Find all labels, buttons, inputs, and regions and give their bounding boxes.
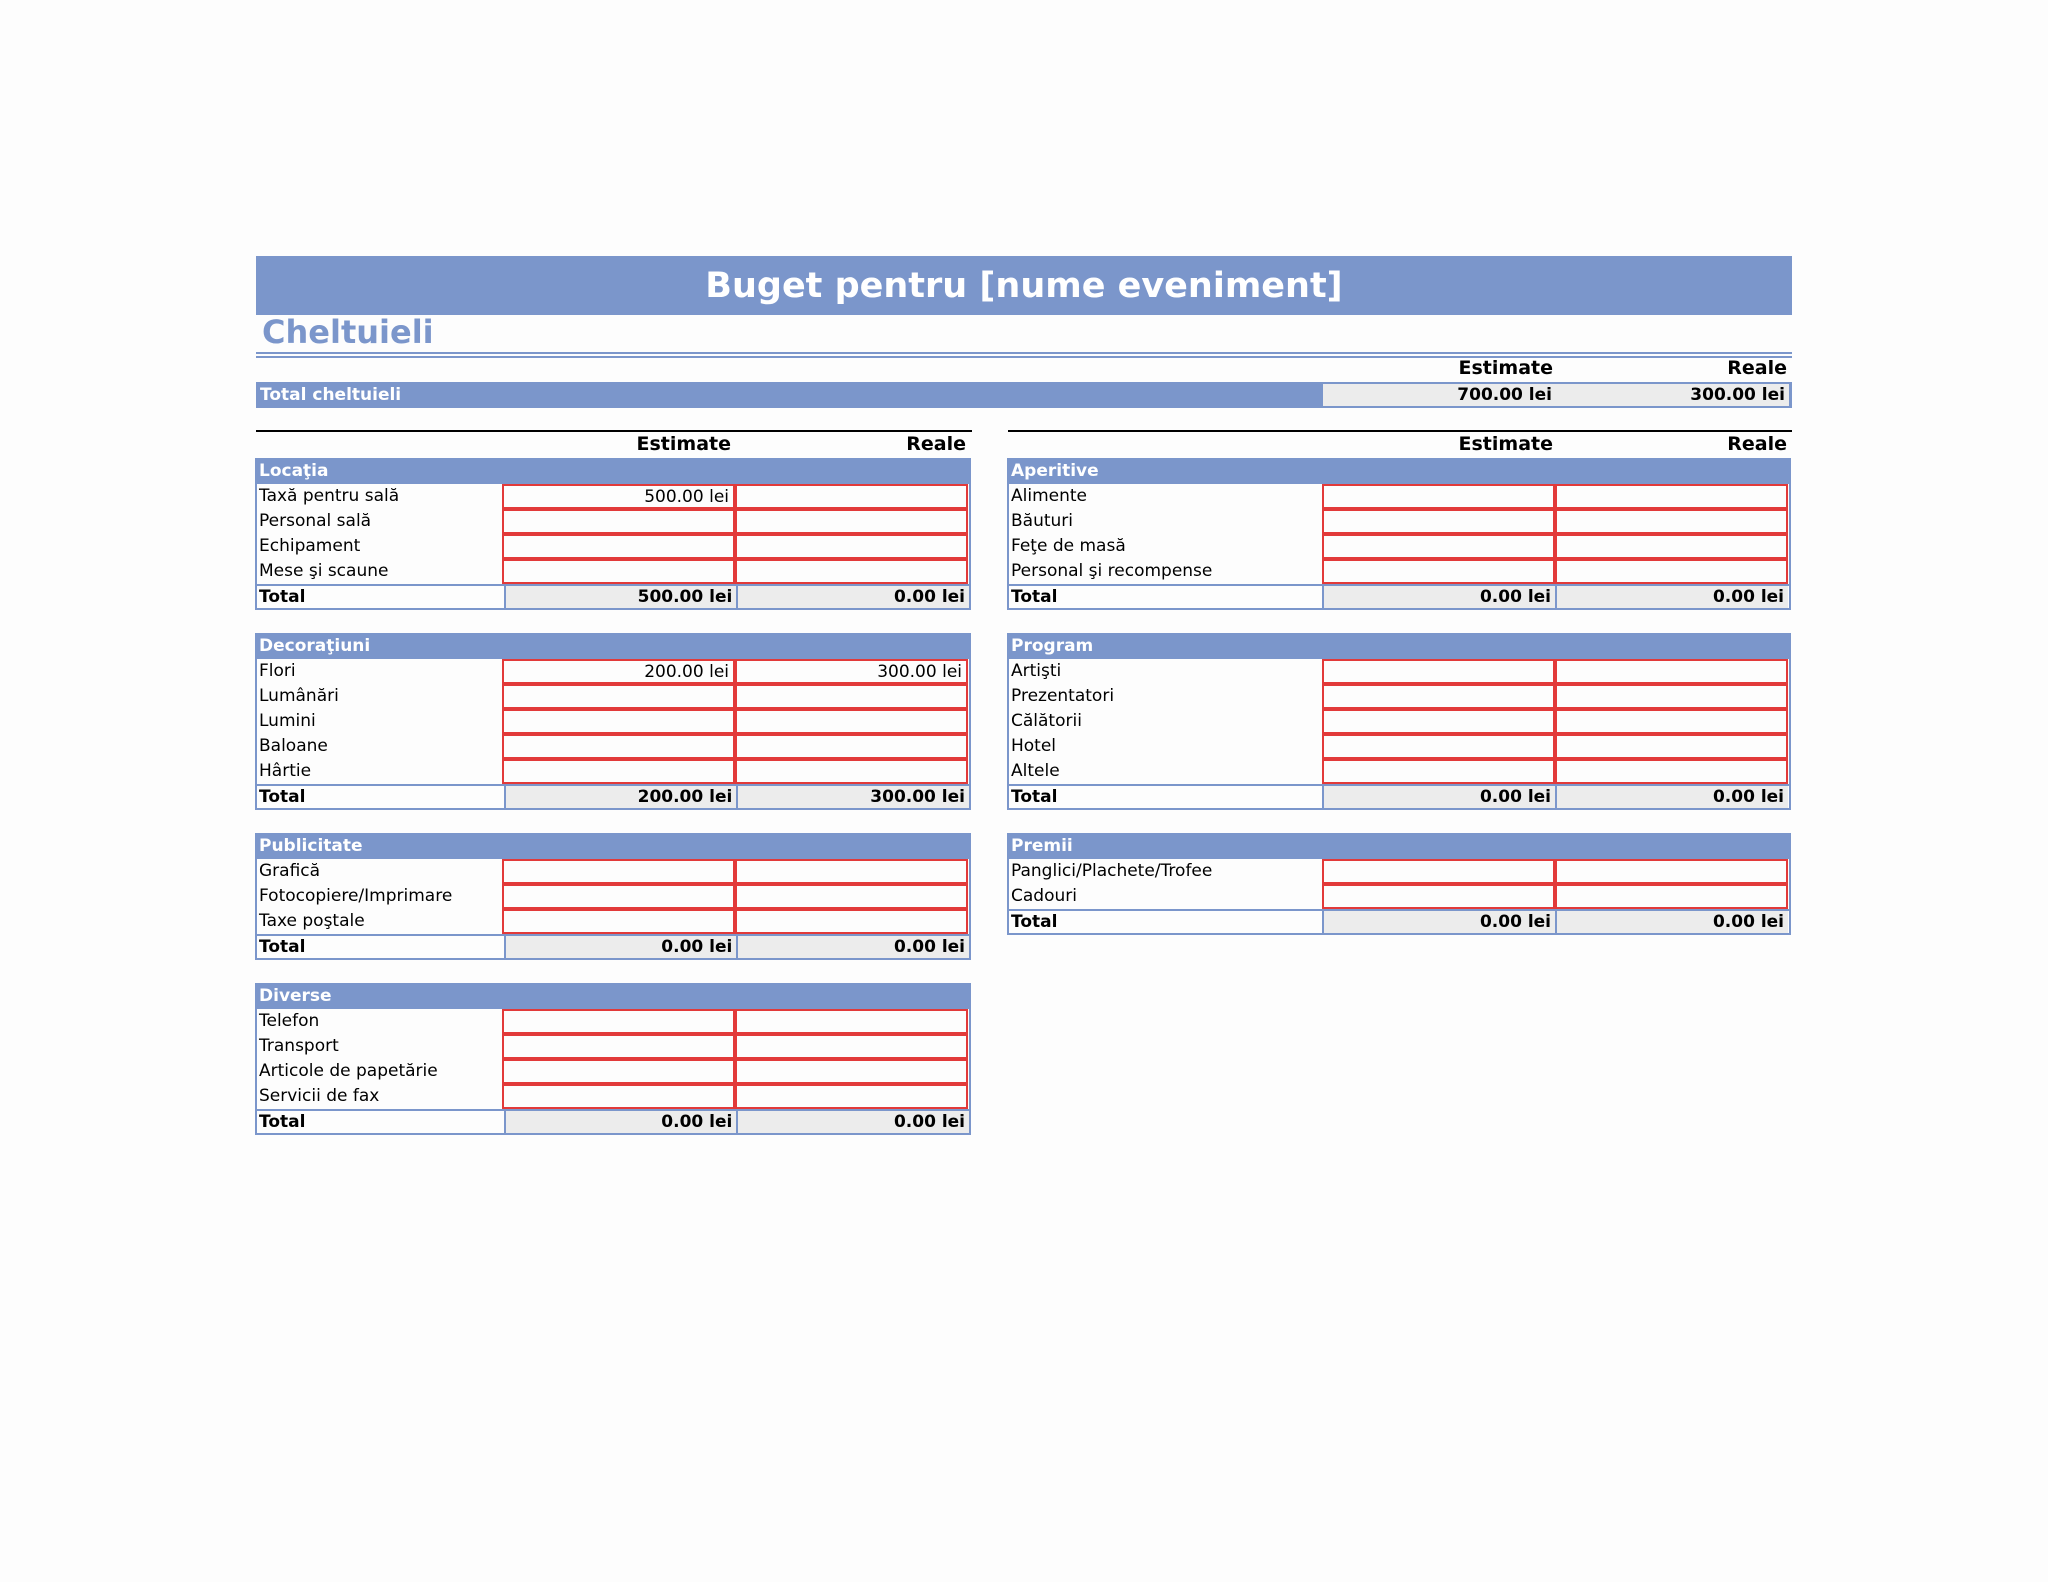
row-label: Grafică: [259, 861, 321, 881]
table-row: [255, 559, 971, 584]
table-row: [1007, 734, 1791, 759]
row-label: Panglici/Plachete/Trofee: [1011, 861, 1213, 881]
estimate-cell[interactable]: [1322, 859, 1555, 884]
section-title: Publicitate: [255, 833, 971, 859]
table-row: [255, 759, 971, 784]
estimate-cell[interactable]: [502, 1084, 735, 1109]
table-row: [255, 884, 971, 909]
row-label: Echipament: [259, 536, 361, 556]
actual-cell[interactable]: [735, 859, 968, 884]
estimate-cell[interactable]: [502, 559, 735, 584]
total-expenses-actual[interactable]: 300.00 lei: [1556, 384, 1789, 406]
actual-cell[interactable]: [735, 684, 968, 709]
total-actual[interactable]: 0.00 lei: [1555, 786, 1788, 808]
total-expenses-label: Total cheltuieli: [260, 385, 402, 405]
row-label: Servicii de fax: [259, 1086, 380, 1106]
table-row: [255, 734, 971, 759]
table-row: [255, 859, 971, 884]
total-estimate[interactable]: 0.00 lei: [504, 936, 737, 958]
actual-cell[interactable]: [1555, 684, 1788, 709]
actual-cell[interactable]: [1555, 534, 1788, 559]
table-row: [1007, 559, 1791, 584]
row-label: Personal sală: [259, 511, 372, 531]
table-row: [255, 1084, 971, 1109]
table-row: [1007, 709, 1791, 734]
total-actual[interactable]: 0.00 lei: [736, 936, 969, 958]
actual-cell[interactable]: [735, 759, 968, 784]
row-label: Fotocopiere/Imprimare: [259, 886, 453, 906]
total-label: Total: [1011, 587, 1058, 607]
total-label: Total: [259, 787, 306, 807]
row-label: Flori: [259, 661, 296, 681]
table-row: [1007, 684, 1791, 709]
actual-cell[interactable]: [1555, 559, 1788, 584]
row-label: Baloane: [259, 736, 328, 756]
page-title: Buget pentru [nume eveniment]: [256, 256, 1792, 315]
section-title: Diverse: [255, 983, 971, 1009]
section-decoratiuni: [255, 633, 971, 810]
row-label: Feţe de masă: [1011, 536, 1126, 556]
table-row: [255, 509, 971, 534]
section-diverse: [255, 983, 971, 1135]
total-estimate[interactable]: 0.00 lei: [1322, 586, 1555, 608]
actual-cell[interactable]: [1555, 659, 1788, 684]
estimate-cell[interactable]: [502, 1059, 735, 1084]
left-header-actual: Reale: [906, 433, 966, 455]
actual-cell[interactable]: [735, 484, 968, 509]
row-label: Taxe poştale: [259, 911, 365, 931]
estimate-cell[interactable]: 200.00 lei: [502, 659, 735, 684]
estimate-cell[interactable]: 500.00 lei: [502, 484, 735, 509]
actual-cell[interactable]: [735, 884, 968, 909]
row-label: Artişti: [1011, 661, 1062, 681]
estimate-cell[interactable]: [1322, 884, 1555, 909]
total-label: Total: [259, 1112, 306, 1132]
actual-cell[interactable]: [735, 709, 968, 734]
actual-cell[interactable]: [735, 734, 968, 759]
row-label: Lumini: [259, 711, 316, 731]
row-label: Mese şi scaune: [259, 561, 389, 581]
estimate-cell[interactable]: [502, 684, 735, 709]
total-label: Total: [1011, 912, 1058, 932]
section-premii: [1007, 833, 1791, 935]
estimate-cell[interactable]: [1322, 659, 1555, 684]
total-actual[interactable]: 0.00 lei: [1555, 911, 1788, 933]
section-title: Premii: [1007, 833, 1791, 859]
table-row: [255, 1059, 971, 1084]
actual-cell[interactable]: 300.00 lei: [735, 659, 968, 684]
estimate-cell[interactable]: [502, 734, 735, 759]
total-label: Total: [259, 587, 306, 607]
actual-cell[interactable]: [1555, 484, 1788, 509]
total-row: [1007, 784, 1791, 810]
total-estimate[interactable]: 0.00 lei: [504, 1111, 737, 1133]
actual-cell[interactable]: [735, 1034, 968, 1059]
total-actual[interactable]: 0.00 lei: [736, 1111, 969, 1133]
total-label: Total: [259, 937, 306, 957]
total-actual[interactable]: 300.00 lei: [736, 786, 969, 808]
section-heading-cheltuieli: Cheltuieli: [262, 313, 434, 351]
actual-cell[interactable]: [735, 509, 968, 534]
left-header-estimate: Estimate: [636, 433, 731, 455]
summary-header-actual: Reale: [1727, 357, 1787, 379]
estimate-cell[interactable]: [502, 509, 735, 534]
actual-cell[interactable]: [1555, 759, 1788, 784]
estimate-cell[interactable]: [1322, 709, 1555, 734]
row-label: Lumânări: [259, 686, 339, 706]
estimate-cell[interactable]: [1322, 484, 1555, 509]
total-expenses-estimate[interactable]: 700.00 lei: [1323, 384, 1556, 406]
right-header-actual: Reale: [1727, 433, 1787, 455]
actual-cell[interactable]: [735, 559, 968, 584]
total-row: [255, 784, 971, 810]
row-label: Prezentatori: [1011, 686, 1115, 706]
actual-cell[interactable]: [735, 1059, 968, 1084]
total-expenses-row: [256, 382, 1792, 408]
summary-header-estimate: Estimate: [1458, 357, 1553, 379]
row-label: Călătorii: [1011, 711, 1082, 731]
total-estimate[interactable]: 0.00 lei: [1322, 786, 1555, 808]
table-row: [255, 1009, 971, 1034]
actual-cell[interactable]: [1555, 709, 1788, 734]
row-label: Personal şi recompense: [1011, 561, 1213, 581]
table-row: [255, 659, 971, 684]
total-actual[interactable]: 0.00 lei: [1555, 586, 1788, 608]
table-row: [1007, 859, 1791, 884]
actual-cell[interactable]: [1555, 734, 1788, 759]
table-row: [255, 534, 971, 559]
estimate-cell[interactable]: [1322, 559, 1555, 584]
divider: [256, 352, 1792, 354]
estimate-cell[interactable]: [502, 884, 735, 909]
total-row: [255, 1109, 971, 1135]
actual-cell[interactable]: [735, 534, 968, 559]
row-label: Alimente: [1011, 486, 1087, 506]
table-row: [255, 909, 971, 934]
section-title: Aperitive: [1007, 458, 1791, 484]
total-row: [255, 934, 971, 960]
section-locatia: [255, 458, 971, 610]
section-title: Program: [1007, 633, 1791, 659]
table-row: [1007, 534, 1791, 559]
row-label: Băuturi: [1011, 511, 1074, 531]
section-aperitive: [1007, 458, 1791, 610]
actual-cell[interactable]: [735, 909, 968, 934]
actual-cell[interactable]: [1555, 509, 1788, 534]
estimate-cell[interactable]: [502, 909, 735, 934]
total-row: [255, 584, 971, 610]
table-row: [255, 709, 971, 734]
total-actual[interactable]: 0.00 lei: [736, 586, 969, 608]
table-row: [1007, 759, 1791, 784]
total-label: Total: [1011, 787, 1058, 807]
section-title: Locaţia: [255, 458, 971, 484]
row-label: Altele: [1011, 761, 1060, 781]
row-label: Hârtie: [259, 761, 312, 781]
estimate-cell[interactable]: [1322, 759, 1555, 784]
estimate-cell[interactable]: [502, 534, 735, 559]
section-publicitate: [255, 833, 971, 960]
estimate-cell[interactable]: [502, 1009, 735, 1034]
actual-cell[interactable]: [735, 1084, 968, 1109]
row-label: Articole de papetărie: [259, 1061, 438, 1081]
total-estimate[interactable]: 500.00 lei: [504, 586, 737, 608]
row-label: Transport: [259, 1036, 339, 1056]
row-label: Telefon: [259, 1011, 320, 1031]
total-estimate[interactable]: 200.00 lei: [504, 786, 737, 808]
actual-cell[interactable]: [1555, 859, 1788, 884]
table-row: [1007, 659, 1791, 684]
estimate-cell[interactable]: [1322, 534, 1555, 559]
row-label: Taxă pentru sală: [259, 486, 400, 506]
table-row: [255, 684, 971, 709]
total-row: [1007, 909, 1791, 935]
right-header-estimate: Estimate: [1458, 433, 1553, 455]
estimate-cell[interactable]: [1322, 734, 1555, 759]
total-estimate[interactable]: 0.00 lei: [1322, 911, 1555, 933]
section-title: Decoraţiuni: [255, 633, 971, 659]
table-row: [255, 484, 971, 509]
estimate-cell[interactable]: [502, 859, 735, 884]
actual-cell[interactable]: [1555, 884, 1788, 909]
table-row: [1007, 509, 1791, 534]
table-row: [1007, 884, 1791, 909]
row-label: Cadouri: [1011, 886, 1077, 906]
table-row: [1007, 484, 1791, 509]
estimate-cell[interactable]: [1322, 684, 1555, 709]
total-row: [1007, 584, 1791, 610]
actual-cell[interactable]: [735, 1009, 968, 1034]
estimate-cell[interactable]: [502, 709, 735, 734]
table-row: [255, 1034, 971, 1059]
section-program: [1007, 633, 1791, 810]
estimate-cell[interactable]: [502, 1034, 735, 1059]
row-label: Hotel: [1011, 736, 1057, 756]
estimate-cell[interactable]: [1322, 509, 1555, 534]
estimate-cell[interactable]: [502, 759, 735, 784]
